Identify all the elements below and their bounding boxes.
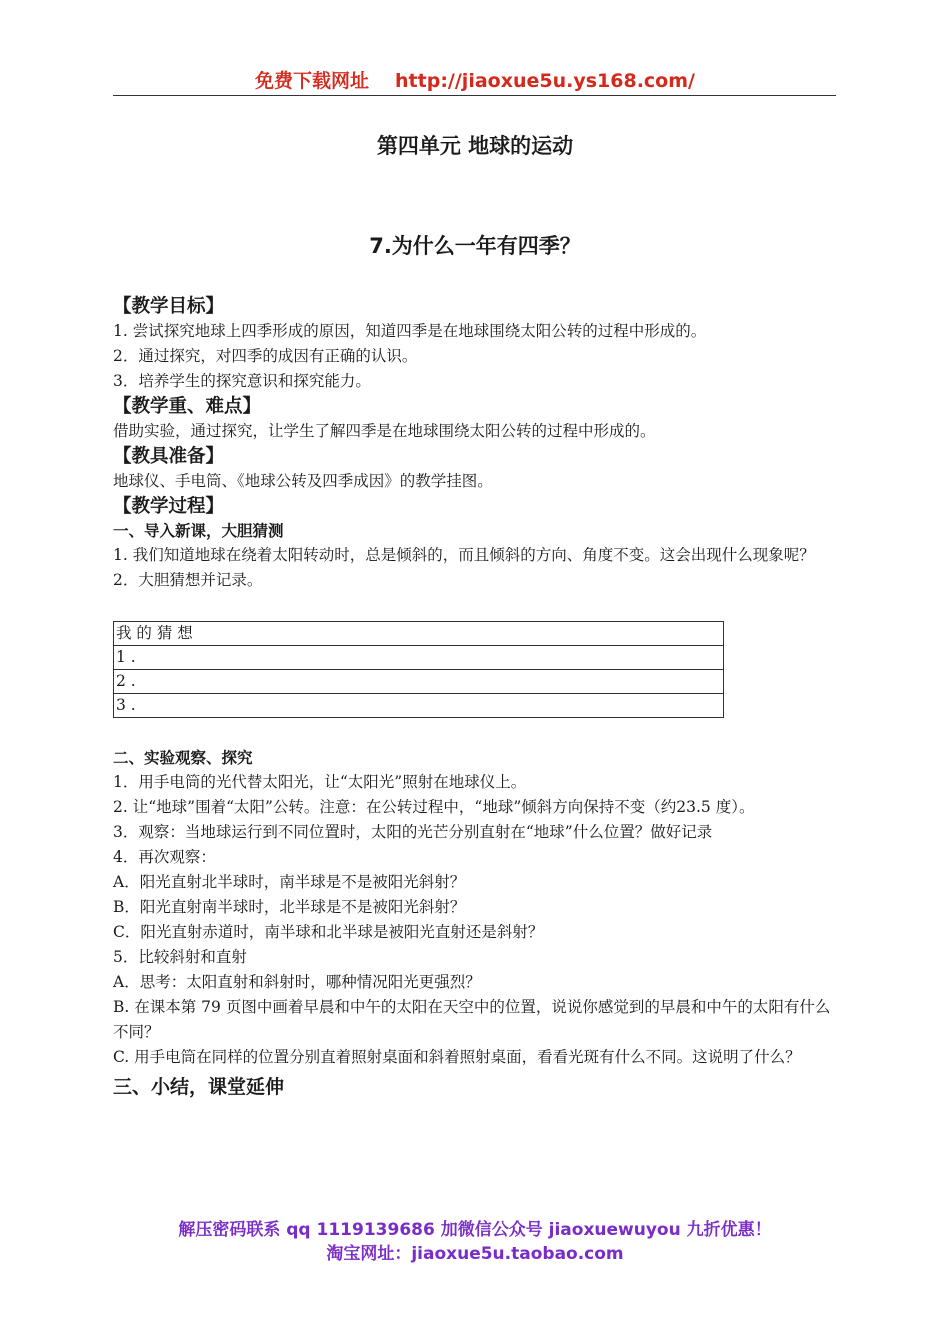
lesson-title: 7.为什么一年有四季？ [369, 234, 581, 258]
guess-table-row[interactable]: 3 . [114, 694, 724, 718]
key-heading: 【教学重、难点】 [113, 396, 262, 417]
part2-item: 2. 让“地球”围着“太阳”公转。注意：在公转过程中，“地球”倾斜方向保持不变（约23.5 度）。 [113, 798, 755, 816]
header-label: 免费下载网址 [255, 70, 370, 92]
header-rule [113, 95, 836, 96]
process-heading: 【教学过程】 [113, 496, 225, 517]
footer-line-1: 解压密码联系 qq 1119139686 加微信公众号 jiaoxuewuyou 九折优惠！ [178, 1220, 772, 1240]
prep-heading: 【教具准备】 [113, 446, 225, 467]
part2-item: A．思考：太阳直射和斜射时，哪种情况阳光更强烈？ [113, 973, 481, 991]
part2-item: C．阳光直射赤道时，南半球和北半球是被阳光直射还是斜射？ [113, 923, 544, 941]
key-text: 借助实验，通过探究，让学生了解四季是在地球围绕太阳公转的过程中形成的。 [113, 422, 656, 440]
goal-item: 1. 尝试探究地球上四季形成的原因，知道四季是在地球围绕太阳公转的过程中形成的。 [113, 322, 707, 340]
part3-heading: 三、小结，课堂延伸 [113, 1076, 285, 1098]
part1-item: 2．大胆猜想并记录。 [113, 571, 263, 589]
part2-item: B. 在课本第 79 页图中画着早晨和中午的太阳在天空中的位置，说说你感觉到的早晨和中午的太阳有什么不同？ [113, 998, 831, 1041]
part2-item: C. 用手电筒在同样的位置分别直着照射桌面和斜着照射桌面，看看光斑有什么不同。这说明了什么？ [113, 1048, 801, 1066]
download-header [0, 66, 950, 93]
guess-table-header: 我 的 猜 想 [114, 622, 724, 646]
part2-item: 4．再次观察： [113, 848, 216, 866]
unit-title: 第四单元 地球的运动 [376, 134, 574, 158]
part2-item: 1．用手电筒的光代替太阳光，让“太阳光”照射在地球仪上。 [113, 773, 527, 791]
part2-item: 5．比较斜射和直射 [113, 948, 247, 966]
guess-table [113, 621, 724, 718]
goal-item: 3．培养学生的探究意识和探究能力。 [113, 372, 371, 390]
part1-item: 1. 我们知道地球在绕着太阳转动时，总是倾斜的，而且倾斜的方向、角度不变。这会出现什么现象呢？ [113, 546, 815, 564]
lesson-body [113, 294, 838, 1102]
part2-item: B．阳光直射南半球时，北半球是不是被阳光斜射？ [113, 898, 466, 916]
prep-text: 地球仪、手电筒、《地球公转及四季成因》的教学挂图。 [113, 472, 493, 490]
header-url-link[interactable]: http://jiaoxue5u.ys168.com/ [395, 70, 695, 92]
guess-table-row[interactable]: 2 . [114, 670, 724, 694]
footer-line-2[interactable]: 淘宝网址：jiaoxue5u.taobao.com [326, 1244, 624, 1264]
part2-item: A．阳光直射北半球时，南半球是不是被阳光斜射？ [113, 873, 466, 891]
goal-item: 2．通过探究，对四季的成因有正确的认识。 [113, 347, 418, 365]
footer-contact [0, 1218, 950, 1266]
goals-heading: 【教学目标】 [113, 296, 225, 317]
part1-heading: 一、导入新课，大胆猜测 [113, 522, 284, 540]
part2-heading: 二、实验观察、探究 [113, 749, 253, 767]
guess-table-row[interactable]: 1 . [114, 646, 724, 670]
part2-item: 3．观察：当地球运行到不同位置时，太阳的光芒分别直射在“地球”什么位置？做好记录 [113, 823, 713, 841]
